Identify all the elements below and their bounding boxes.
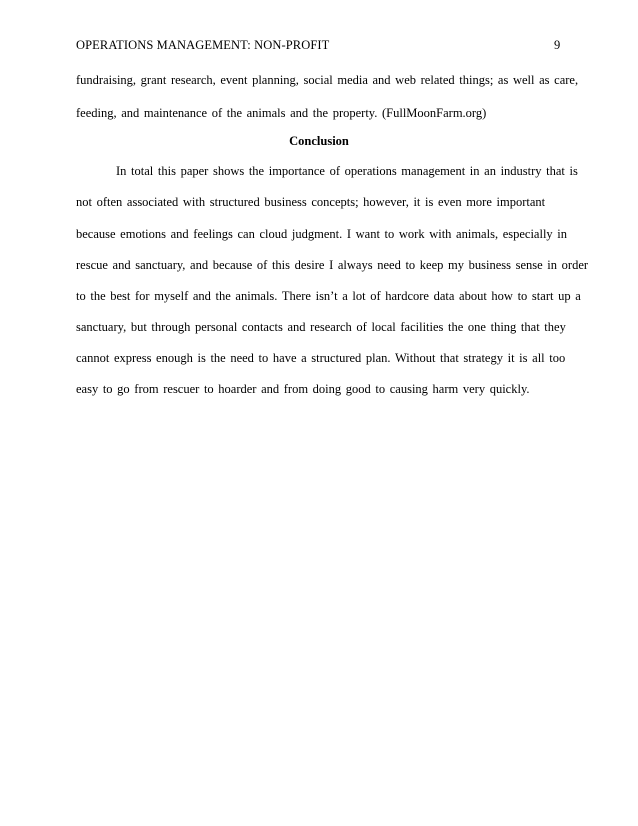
body-line: cannot express enough is the need to have a structured plan. Without that strategy it is all too	[76, 351, 566, 365]
body-line: fundraising, grant research, event planning, social media and web related things; as well as care,	[76, 73, 579, 87]
page-number: 9	[554, 38, 561, 52]
body-line: In total this paper shows the importance of operations management in an industry that is	[116, 164, 578, 178]
running-head: OPERATIONS MANAGEMENT: NON-PROFIT	[76, 38, 330, 52]
body-line: easy to go from rescuer to hoarder and from doing good to causing harm very quickly.	[76, 382, 530, 396]
section-heading: Conclusion	[289, 134, 349, 148]
body-line: to the best for myself and the animals. There isn’t a lot of hardcore data about how to start up a	[76, 289, 581, 303]
body-line: not often associated with structured business concepts; however, it is even more important	[76, 195, 546, 209]
body-line: because emotions and feelings can cloud judgment. I want to work with animals, especially in	[76, 227, 568, 241]
body-line: rescue and sanctuary, and because of this desire I always need to keep my business sense in order	[76, 258, 589, 272]
body-line: sanctuary, but through personal contacts and research of local facilities the one thing that they	[76, 320, 566, 334]
body-line: feeding, and maintenance of the animals and the property. (FullMoonFarm.org)	[76, 106, 487, 120]
